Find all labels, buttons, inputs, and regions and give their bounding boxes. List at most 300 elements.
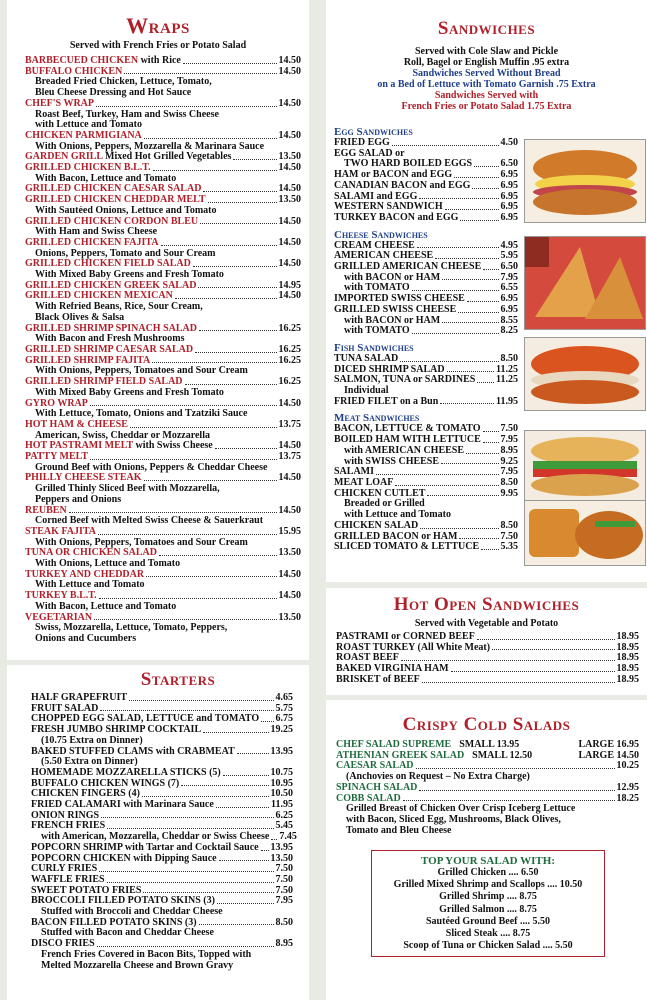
item-title: FRENCH FRIES [31,820,106,832]
item-price: 13.75 [278,418,301,430]
blt-sandwich-photo [524,430,646,502]
item-price: 8.55 [500,314,518,326]
item-name [31,939,95,950]
item-title: SALMON, TUNA or SARDINES [334,374,476,386]
dot-leader [460,213,498,221]
item-price: 14.50 [278,440,301,452]
dot-leader [400,354,498,362]
dot-leader [474,159,498,167]
dot-leader [451,664,615,672]
item-title: FRESH JUMBO SHRIMP COCKTAIL [31,724,202,736]
item-title: with SWISS CHEESE [344,455,440,467]
item-title: GRILLED CHICKEN GREEK SALAD [25,279,197,291]
item-title: CHICKEN CUTLET [334,487,426,499]
item-price: 11.95 [271,799,293,811]
item-name [334,213,458,224]
starter-item [31,896,293,907]
sandwich-item [334,213,518,224]
item-name [334,542,479,553]
item-description: Melted Mozzarella Cheese and Brown Gravy [41,960,234,971]
item-price: 6.75 [275,713,293,725]
dot-leader [195,345,276,353]
wrap-item [25,99,301,110]
dot-leader [271,832,277,840]
item-price: 14.50 [278,97,301,109]
item-description: With Bacon and Fresh Mushrooms [35,334,185,345]
dot-leader [417,241,499,249]
item-price: 12.95 [616,781,639,793]
item-price: 18.95 [616,663,639,675]
item-title: GARDEN GRILL [25,151,103,163]
dot-leader [420,521,498,529]
starter-item [31,939,293,950]
wrap-item [25,67,301,78]
wrap-item [25,377,301,388]
item-title: COBB SALAD [336,792,401,804]
item-price: 13.50 [278,611,301,623]
dot-leader [472,181,498,189]
cobb-description: Grilled Breast of Chicken Over Crisp Iceberg Lettuce [346,804,576,815]
item-title: AMERICAN CHEESE [334,250,434,262]
item-name [25,195,206,206]
item-name [25,570,144,581]
item-name [25,613,92,624]
item-price: 9.25 [500,455,518,467]
egg-sandwich-photo [524,139,646,223]
dot-leader [96,99,277,107]
dot-leader [99,591,277,599]
dot-leader [412,283,499,291]
item-title: CHICKEN SALAD [334,519,419,531]
item-title: BACON, LETTUCE & TOMATO [334,423,481,435]
dot-leader [152,356,276,364]
item-price: 14.50 [278,183,301,195]
dot-leader [203,184,276,192]
item-title: BARBECUED CHICKEN [25,55,139,66]
sandwich-item [334,326,518,337]
cobb-description: with Bacon, Sliced Egg, Mushrooms, Black Olives, [346,814,561,825]
wrap-item [25,473,301,484]
item-description: Stuffed with Broccoli and Cheddar Cheese [41,907,223,918]
dot-leader [419,783,614,791]
item-name [25,473,142,484]
item-title: GRILLED SHRIMP SPINACH SALAD [25,322,197,334]
dot-leader [144,131,277,139]
item-description: American, Swiss, Cheddar or Mozzarella [35,430,210,441]
dot-leader [208,195,277,203]
dot-leader [142,789,269,797]
dot-leader [440,397,494,405]
item-description: French Fries Covered in Bacon Bits, Topped with [41,949,252,960]
item-title: HOT HAM & CHEESE [25,418,128,430]
item-title: BACON FILLED POTATO SKINS (3) [31,916,197,928]
dot-leader [483,424,499,432]
wrap-item [25,217,301,228]
item-title: GRILLED SHRIMP FAJITA [25,354,151,366]
item-description: Peppers and Onions [35,494,122,505]
item-description: With Onions, Peppers, Mozzarella & Marinara Sauce [35,141,265,152]
item-price: 14.50 [278,258,301,270]
item-title: GRILLED CHICKEN CAESAR SALAD [25,183,202,195]
section-heading: Egg Sandwiches [334,126,413,138]
topper-item: Grilled Shrimp .... 8.75 [439,891,537,903]
item-price: 18.25 [616,792,639,804]
item-title: IMPORTED SWISS CHEESE [334,293,465,305]
wraps-panel [7,0,309,660]
starters-list [31,692,297,971]
item-price: 13.50 [278,151,301,163]
dot-leader [442,316,498,324]
topper-item: Sliced Steak .... 8.75 [445,928,531,940]
dot-leader [454,170,498,178]
item-name [25,99,94,110]
item-price: 8.50 [500,476,518,488]
item-title: GRILLED CHICKEN CORDON BLEU [25,215,199,227]
item-price: 4.95 [500,239,518,251]
item-title: GRILLED CHICKEN MEXICAN [25,290,173,302]
dot-leader [143,886,273,894]
item-title: Individual [344,385,389,397]
item-title: BRISKET of BEEF [336,673,420,685]
dot-leader [435,251,498,259]
item-price: 10.95 [270,777,293,789]
wrap-item [25,570,301,581]
item-name [31,747,235,758]
item-price: 6.95 [500,179,518,191]
item-description: With Lettuce and Tomato [35,580,145,591]
item-price: 7.95 [275,895,293,907]
item-name [25,259,191,270]
dot-leader [419,192,498,200]
item-description: With Sautéed Onions, Lettuce and Tomato [35,205,217,216]
sandwiches-sub1: Served with Cole Slaw and Pickle [414,46,559,57]
item-name [25,356,150,367]
dot-leader [69,506,277,514]
item-name [25,420,128,431]
item-title: SALAMI [334,466,375,478]
hot-open-title: Hot Open Sandwiches [393,594,580,615]
sandwiches-panel [326,0,647,582]
wraps-subtitle: Served with French Fries or Potato Salad [69,40,247,51]
item-title: BAKED VIRGINIA HAM [336,663,449,675]
dot-leader [447,365,494,373]
cobb-description: Tomato and Bleu Cheese [346,825,452,836]
item-description: Onions, Peppers, Tomato and Sour Cream [35,248,216,259]
sandwich-item [334,397,518,408]
item-price: 6.25 [275,809,293,821]
item-price: 18.95 [616,673,639,685]
starter-item [31,918,293,929]
item-description: Onions and Cucumbers [35,633,137,644]
topper-item: Grilled Mixed Shrimp and Scallops .... 10.50 [393,879,583,891]
item-price: 6.95 [500,293,518,305]
item-price: 7.50 [275,863,293,875]
item-description: with Lettuce and Tomato [35,120,142,131]
topper-item: Grilled Salmon .... 8.75 [439,903,537,915]
dot-leader [216,800,269,808]
dot-leader [466,446,498,454]
dot-leader [130,420,277,428]
item-title: with TOMATO [344,282,410,294]
item-price: 9.95 [500,487,518,499]
salads-title: Crispy Cold Salads [402,714,571,735]
item-title: ROAST BEEF [336,652,399,664]
hot-open-list [336,632,639,686]
item-title: with BACON or HAM [344,271,441,283]
item-price: 6.95 [500,303,518,315]
item-description: (10.75 Extra on Dinner) [41,735,143,746]
item-price: 16.25 [278,354,301,366]
item-title: CURLY FRIES [31,863,98,875]
item-price: 6.50 [500,158,518,170]
item-title: VEGETARIAN [25,611,93,623]
item-price: 7.50 [275,884,293,896]
item-name [25,548,157,559]
item-title: GRILLED CHICKEN FAJITA [25,236,159,248]
item-price: 6.95 [500,190,518,202]
dot-leader [467,294,499,302]
dot-leader [233,152,276,160]
item-price: 14.50 [278,568,301,580]
item-price: 8.25 [500,325,518,337]
hot-open-item [336,675,639,686]
item-description: Roast Beef, Turkey, Ham and Swiss Cheese [35,109,219,120]
starters-panel [7,665,309,1000]
item-name [25,377,183,388]
item-description: With Bacon, Lettuce and Tomato [35,173,177,184]
item-description: With Lettuce, Tomato, Onions and Tzatziki Sauce [35,409,248,420]
wrap-item [25,591,301,602]
dot-leader [181,779,268,787]
item-name [25,527,96,538]
dot-leader [129,693,273,701]
item-title: TWO HARD BOILED EGGS [344,158,473,170]
wrap-item [25,452,301,463]
item-price: 14.95 [278,279,301,291]
item-description: Bleu Cheese Dressing and Hot Sauce [35,88,192,99]
item-title: CHOPPED EGG SALAD, LETTUCE and TOMATO [31,713,260,725]
item-name [25,163,151,174]
dot-leader [101,811,273,819]
item-price: 14.50 [278,215,301,227]
wrap-item [25,613,301,624]
item-name [25,291,173,302]
item-description: Breaded Fried Chicken, Lettuce, Tomato, [35,77,212,88]
dot-leader [492,643,614,651]
dot-leader [199,324,277,332]
wrap-item [25,238,301,249]
topper-list [372,867,604,952]
item-price: 8.95 [500,444,518,456]
item-title: CHICKEN PARMIGIANA [25,129,142,141]
wrap-item [25,131,301,142]
dot-leader [124,67,276,75]
item-title: BUFFALO CHICKEN WINGS (7) [31,777,180,789]
item-description: With Onions, Lettuce and Tomato [35,559,181,570]
item-name [25,591,97,602]
item-title: TURKEY BACON and EGG [334,211,459,223]
item-description: Black Olives & Salsa [35,312,125,323]
item-description: Stuffed with Bacon and Cheddar Cheese [41,928,214,939]
item-title: TURKEY AND CHEDDAR [25,568,145,580]
item-price: 7.95 [500,434,518,446]
item-description: With Refried Beans, Rice, Sour Cream, [35,302,203,313]
item-price: 13.75 [278,451,301,463]
item-name [336,675,420,686]
dot-leader [392,138,499,146]
item-price: 5.95 [500,250,518,262]
dot-leader [376,467,498,475]
item-title: TUNA OR CHICKEN SALAD [25,547,157,559]
item-title: GRILLED AMERICAN CHEESE [334,261,482,273]
item-price: 7.50 [500,530,518,542]
item-title: CREAM CHEESE [334,239,415,251]
item-title: FRIED FILET on a Bun [334,395,439,407]
small-price: SMALL 12.50 [472,749,533,761]
hot-open-panel [326,588,647,695]
item-price: 5.45 [275,820,293,832]
item-title: BUFFALO CHICKEN [25,65,123,77]
dot-leader [237,747,269,755]
dot-leader [441,457,498,465]
item-title: MEAT LOAF [334,476,394,488]
wrap-item [25,356,301,367]
item-price: 4.65 [275,692,293,703]
item-title: TUNA SALAD [334,352,399,364]
salad-item [336,761,639,772]
topper-item: Scoop of Tuna or Chicken Salad .... 5.50 [403,940,573,952]
item-title: BAKED STUFFED CLAMS with CRABMEAT [31,745,235,757]
dot-leader [483,435,499,443]
item-description: With Onions, Peppers, Tomatoes and Sour Cream [35,366,248,377]
item-title: PASTRAMI or CORNED BEEF [336,631,475,642]
sandwiches-sub4: on a Bed of Lettuce with Tomato Garnish .75 Extra [377,79,596,90]
sandwiches-sub5: Sandwiches Served with [434,90,539,101]
wrap-item [25,548,301,559]
wrap-item [25,291,301,302]
item-price: 8.50 [500,519,518,531]
item-title: GYRO WRAP [25,397,88,409]
item-title: WAFFLE FRIES [31,873,105,885]
dot-leader [459,532,498,540]
wrap-item [25,324,301,335]
item-price: 11.95 [496,395,518,407]
item-title: POPCORN SHRIMP with Tartar and Cocktail Sauce [31,841,259,853]
item-price: 10.75 [270,766,293,778]
item-price: 6.55 [500,282,518,294]
item-title: GRILLED SHRIMP CAESAR SALAD [25,343,194,355]
item-name [31,896,215,907]
dot-leader [198,281,276,289]
item-title: REUBEN [25,504,67,516]
item-price: 13.95 [270,745,293,757]
topper-item: Grilled Chicken .... 6.50 [437,867,539,878]
item-title: with American, Mozzarella, Cheddar or Swiss Cheese [41,831,270,843]
item-title: GRILLED SWISS CHEESE [334,303,457,315]
item-price: 14.50 [278,55,301,66]
dot-leader [193,259,277,267]
spacer [532,751,578,762]
starter-item [31,725,293,736]
dot-leader [427,489,498,497]
item-price: 11.25 [496,374,518,386]
dot-leader [183,56,277,64]
item-price: 16.25 [278,322,301,334]
dot-leader [199,918,274,926]
section-heading: Cheese Sandwiches [334,228,428,241]
item-title: CAESAR SALAD [336,760,414,772]
salads-list [336,740,639,836]
section-heading: Meat Sandwiches [334,412,420,425]
item-title: GRILLED BACON or HAM [334,530,458,542]
item-title: with BACON or HAM [344,314,441,326]
item-title: ATHENIAN GREEK SALAD [336,749,465,761]
item-price: 11.25 [496,363,518,375]
item-title: DICED SHRIMP SALAD [334,363,445,375]
dot-leader [395,478,498,486]
item-price: 4.50 [500,137,518,148]
item-title: PATTY MELT [25,451,89,463]
topper-box [371,850,605,957]
dot-leader [94,613,276,621]
item-description: With Mixed Baby Greens and Fresh Tomato [35,387,224,398]
item-description: With Onions, Peppers, Tomatoes and Sour Cream [35,537,248,548]
item-price: 6.95 [500,201,518,213]
item-price: 14.50 [278,290,301,302]
topper-title: TOP YOUR SALAD WITH: [421,855,555,867]
sandwiches-list [334,126,518,553]
item-price: 13.50 [278,194,301,206]
dot-leader [219,854,269,862]
wrap-item [25,259,301,270]
item-name [25,506,67,517]
item-price: 10.25 [616,760,639,772]
item-title: with Lettuce and Tomato [344,509,451,521]
item-title: FRIED EGG [334,137,390,148]
item-price: 16.25 [278,343,301,355]
item-price: 13.95 [270,841,293,853]
item-price: 18.95 [616,641,639,653]
item-price: 14.50 [278,397,301,409]
item-title: GRILLED CHICKEN B.L.T. [25,162,151,174]
dot-leader [403,794,615,802]
hot-open-subtitle: Served with Vegetable and Potato [414,618,559,629]
item-title: with AMERICAN CHEESE [344,444,465,456]
sandwiches-sub3: Sandwiches Served Without Bread [412,68,561,79]
dot-leader [401,653,615,661]
sandwiches-sub6: French Fries or Potato Salad 1.75 Extra [401,101,572,112]
dot-leader [144,473,277,481]
item-title: HOMEMADE MOZZARELLA STICKS (5) [31,766,221,778]
salad-item [336,794,639,805]
dot-leader [153,163,277,171]
starters-title: Starters [140,669,216,690]
item-name [25,67,122,78]
item-title: ONION RINGS [31,809,100,821]
item-price: 14.50 [278,65,301,77]
item-price: 13.50 [270,852,293,864]
item-name [25,324,197,335]
item-title: Breaded or Grilled [344,498,425,510]
item-price: 15.95 [278,525,301,537]
dot-leader [481,542,498,550]
item-title: CHEF'S WRAP [25,97,94,109]
sandwich-item [334,542,518,553]
dot-leader [97,939,274,947]
wraps-list [25,56,301,645]
sandwiches-sub2: Roll, Bagel or English Muffin .95 extra [403,57,570,68]
item-price: 6.50 [500,261,518,273]
